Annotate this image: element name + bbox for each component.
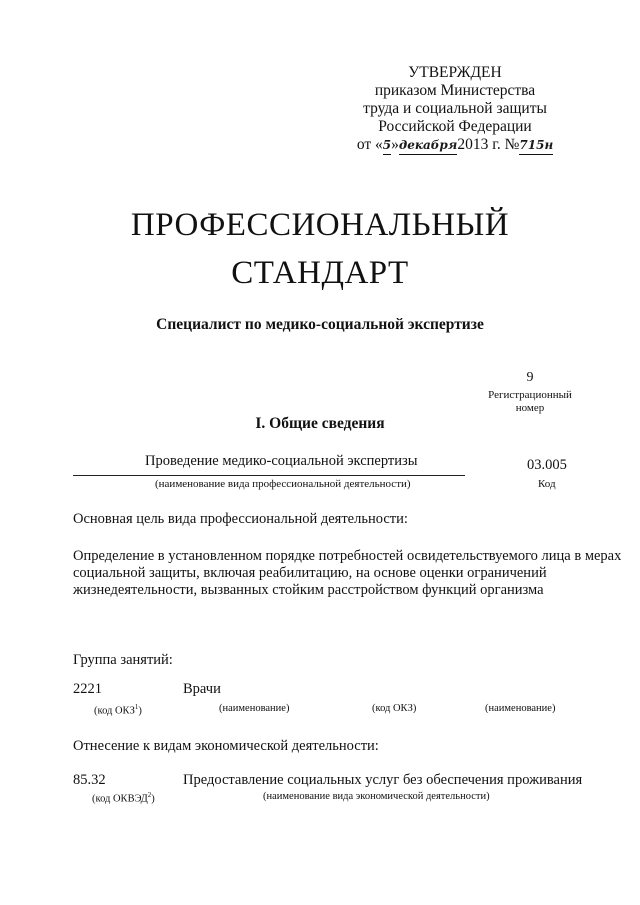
handwritten-order-number: 715н xyxy=(519,136,553,155)
okved-label: Отнесение к видам экономической деятельности: xyxy=(73,738,379,754)
code-caption: Код xyxy=(538,478,556,490)
goal-line: Определение в установленном порядке потребностей освидетельствуемого лица в мерах xyxy=(73,548,622,564)
goal-line: жизнедеятельности, вызванных стойким расстройством функций организма xyxy=(73,582,544,598)
date-prefix: от « xyxy=(356,136,383,153)
approval-ministry-line: труда и социальной защиты xyxy=(363,100,547,117)
okz-code-caption-2: (код ОКЗ) xyxy=(372,703,417,714)
handwritten-day: 5 xyxy=(383,136,391,155)
okved-name: Предоставление социальных услуг без обеспечения проживания xyxy=(183,772,583,788)
document-subtitle: Специалист по медико-социальной экспертизе xyxy=(156,316,484,333)
activity-caption: (наименование вида профессиональной деятельности) xyxy=(155,478,411,490)
activity-name: Проведение медико-социальной экспертизы xyxy=(145,453,418,469)
okz-name-caption-2: (наименование) xyxy=(485,703,556,714)
section-heading: I. Общие сведения xyxy=(255,415,385,432)
okved-code-caption: (код ОКВЭД$^2$) xyxy=(92,791,155,805)
goal-label: Основная цель вида профессиональной деятельности: xyxy=(73,511,408,527)
goal-line: социальной защиты, включая реабилитацию, на основе оценки ограничений xyxy=(73,565,547,581)
okz-code-caption: (код ОКЗ$^1$) xyxy=(94,703,142,717)
okz-name-caption: (наименование) xyxy=(219,703,290,714)
okz-code: 2221 xyxy=(73,681,102,697)
approval-stamp xyxy=(330,64,580,155)
activity-code: 03.005 xyxy=(527,457,567,473)
registration-number: 9 xyxy=(526,370,534,385)
handwritten-month: декабря xyxy=(399,136,457,155)
goal-text xyxy=(73,548,622,599)
approval-date-line xyxy=(330,136,580,155)
approval-country-line: Российской Федерации xyxy=(378,118,532,135)
document-title-line2: СТАНДАРТ xyxy=(231,255,409,291)
registration-caption: Регистрационный номер xyxy=(488,389,572,414)
approval-heading: УТВЕРЖДЕН xyxy=(408,64,502,81)
okz-name: Врачи xyxy=(183,681,221,697)
date-year: 2013 г. № xyxy=(457,136,520,153)
date-day-close: » xyxy=(391,136,399,153)
okved-name-caption: (наименование вида экономической деятельности) xyxy=(263,791,490,802)
okved-code: 85.32 xyxy=(73,772,106,788)
approval-order-line: приказом Министерства xyxy=(374,82,536,99)
activity-underline xyxy=(73,475,465,476)
occupation-group-label: Группа занятий: xyxy=(73,652,173,668)
document-title-line1: ПРОФЕССИОНАЛЬНЫЙ xyxy=(130,207,510,243)
